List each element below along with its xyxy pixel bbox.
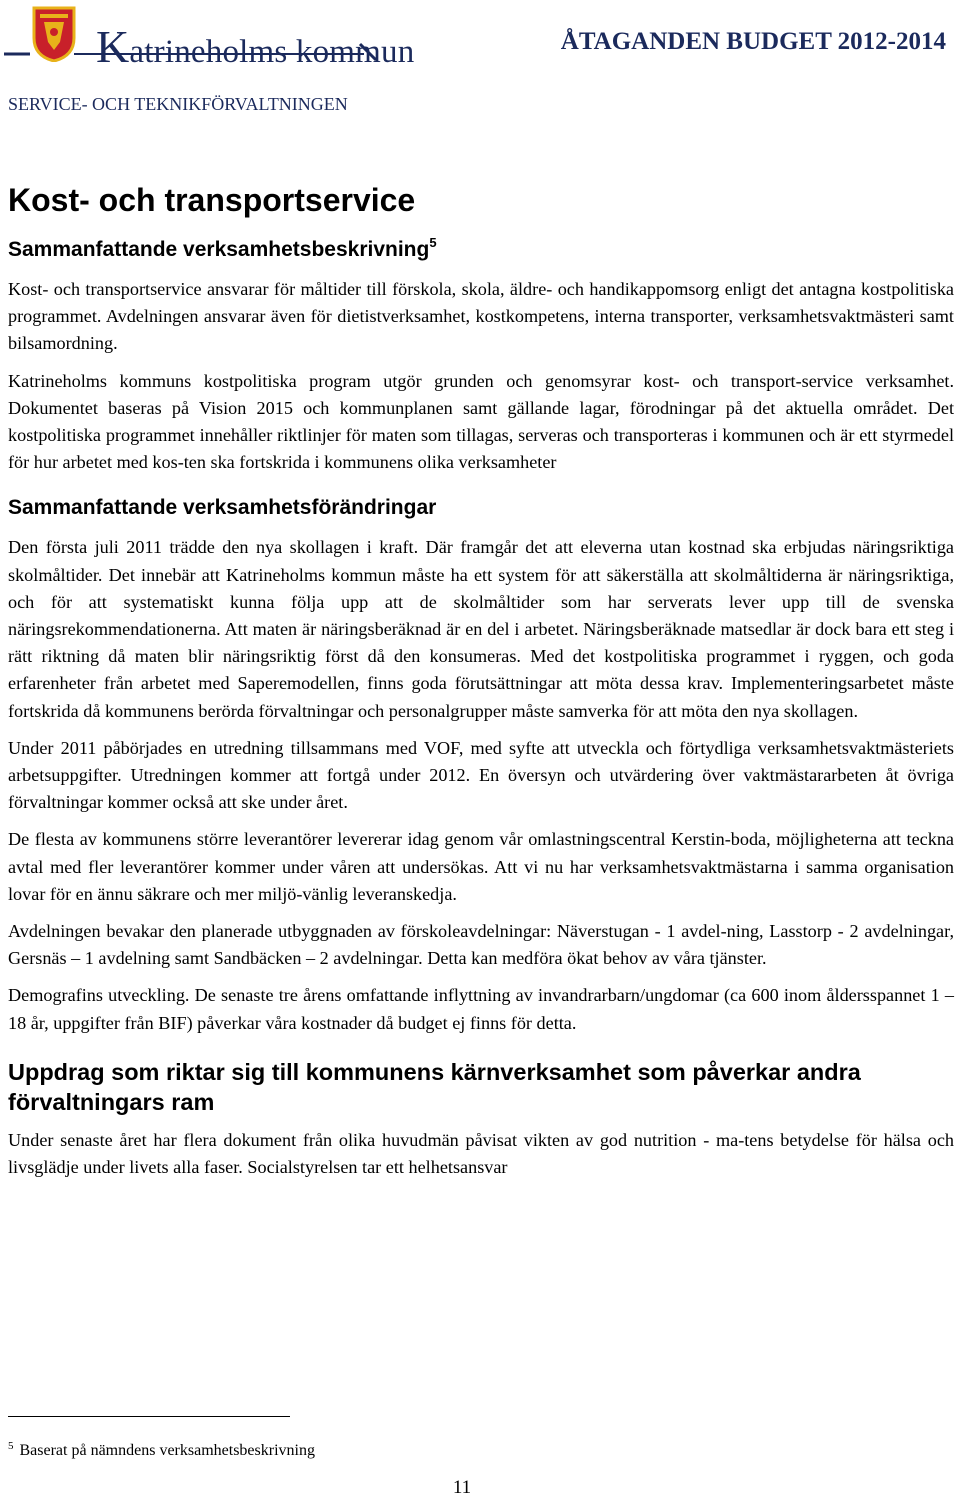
page-title: Kost- och transportservice <box>8 182 416 218</box>
paragraph: Katrineholms kommuns kostpolitiska program utgör grunden och genomsyrar kost- och transport-service verksamhet. Dokumentet baseras på Vision 2015 och kommunplanen samt gällande lagar, förodningar på det aktuella området. Det kostpolitiska programmet innehåller riktlinjer för maten som tillagas, serveras och transporteras i kommunen och är ett styrmedel för hur arbetet med kos-ten ska fortskrida i kommunens olika verksamheter <box>8 370 954 473</box>
page-header <box>0 0 960 70</box>
budget-title: ÅTAGANDEN BUDGET 2012-2014 <box>560 28 946 55</box>
paragraph: Under senaste året har flera dokument från olika huvudmän påvisat vikten av god nutrition - ma-tens betydelse för hälsa och livsglädje under livets alla faser. Socialstyrelsen tar ett helhetsansvar <box>8 1129 954 1178</box>
footnote: $^5$ Baserat på nämndens verksamhetsbeskrivning <box>8 1440 315 1459</box>
section-heading-description: Sammanfattande verksamhetsbeskrivning$^5$ <box>8 235 437 261</box>
department-name: SERVICE- OCH TEKNIKFÖRVALTNINGEN <box>8 94 348 114</box>
paragraph: Den första juli 2011 trädde den nya skollagen i kraft. Där framgår det att eleverna utan kostnad ska erbjudas näringsriktiga skolmåltider. Det innebär att Katrineholms kommun måste ha ett system för att säkerställa att skolmåltiderna är näringsriktiga, och för att systematiskt kunna följa upp att de skolmåltider som har serverats lever upp till de svenska näringsrekommendationerna. Att maten är näringsberäknad är en del i arbetet. Näringsberäknade matsedlar är dock bara ett steg i rätt riktning då maten blir näringsriktig först då den konsumeras. Med det kostpolitiska programmet i ryggen, och goda erfarenheter från arbetet med Saperemodellen, finns goda förutsättningar att möta dessa krav. Implementeringsarbetet måste fortskrida då kommunens berörda förvaltningar och personalgrupper måste samverka för att möta den nya skollagen. <box>8 537 954 721</box>
paragraph: De flesta av kommunens större leverantörer levererar idag genom vår omlastningscentral Kerstin-boda, möjligheterna att teckna avtal med fler leverantörer kommer under våren att undersökas. Att vi nu har verksamhetsvaktmästarna i samma organisation lovar för en ännu säkrare och mer miljö-vänlig leveranskedja. <box>8 829 954 904</box>
paragraph: Under 2011 påbörjades en utredning tillsammans med VOF, med syfte att utveckla och förtydliga verksamhetsvaktmästeriets arbetsuppgifter. Utredningen kommer att fortgå under 2012. En översyn och utvärdering över vaktmästararbeten åt övriga förvaltningar kommer också att ske under året. <box>8 737 954 813</box>
municipal-crest-icon <box>32 4 76 62</box>
katrineholm-logo <box>4 2 415 72</box>
logo-text: Katrineholms kommun <box>96 21 415 72</box>
paragraph: Avdelningen bevakar den planerade utbyggnaden av förskoleavdelningar: Näverstugan - 1 avdel-ning, Lasstorp - 2 avdelningar, Gersnäs – 1 avdelning samt Sandbäcken – 2 avdelningar. Detta kan medföra ökat behov av våra tjänster. <box>8 921 954 969</box>
section-heading-assignment: Uppdrag som riktar sig till kommunens kärnverksamhet som påverkar andra förvaltningars ram <box>8 1058 861 1115</box>
document-body <box>8 176 954 1181</box>
page-number: 11 <box>452 1477 472 1498</box>
paragraph: Kost- och transportservice ansvarar för måltider till förskola, skola, äldre- och handikappomsorg enligt det antagna kostpolitiska programmet. Avdelningen ansvarar även för dietistverksamhet, kostkompetens, interna transporter, verksamhetsvaktmästeri samt bilsamordning. <box>8 279 954 354</box>
section-heading-changes: Sammanfattande verksamhetsförändringar <box>8 496 437 520</box>
footnote-divider <box>8 1416 290 1417</box>
paragraph: Demografins utveckling. De senaste tre årens omfattande inflyttning av invandrarbarn/ungdomar (ca 600 inom åldersspannet 1 – 18 år, uppgifter från BIF) påverkar våra kostnader då budget ej finns för detta. <box>8 985 954 1033</box>
footnote-ref: 5 <box>429 235 437 250</box>
